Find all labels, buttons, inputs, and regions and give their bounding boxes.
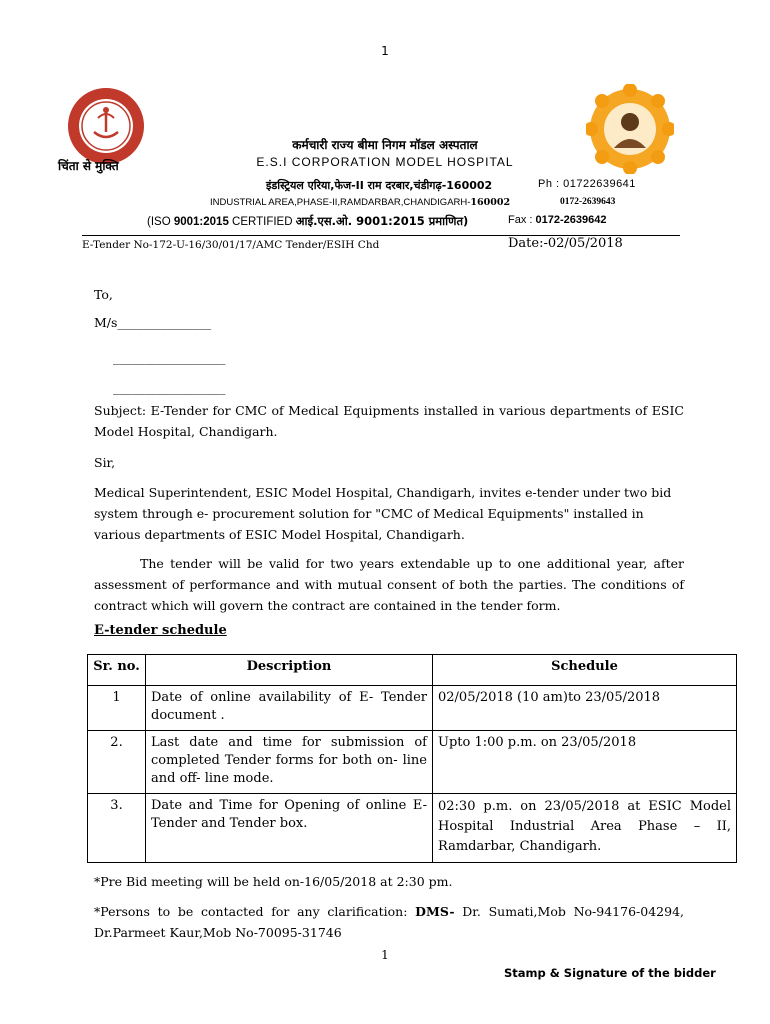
paragraph-validity [94, 553, 684, 616]
page-number-bottom: 1 [381, 948, 389, 962]
letter-date: Date:-02/05/2018 [508, 236, 623, 251]
cell-schedule: 02:30 p.m. on 23/05/2018 at ESIC Model Hospital Industrial Area Phase – II, Ramdarbar, Chandigarh. [433, 794, 737, 863]
letter-subject: Subject: E-Tender for CMC of Medical Equipments installed in various departments of ESIC Model Hospital, Chandigarh. [94, 403, 684, 439]
cell-schedule: 02/05/2018 (10 am)to 23/05/2018 [433, 686, 737, 731]
contacts-prefix: *Persons to be contacted for any clarification: [94, 904, 416, 919]
contact-persons [94, 901, 684, 943]
paragraph-invitation: Medical Superintendent, ESIC Model Hospital, Chandigarh, invites e-tender under two bid system through e- procurement solution for "CMC of Medical Equipments" installed in various departments of ESIC Model Hospital, Chandigarh. [94, 485, 672, 542]
cell-description: Date and Time for Opening of online E-Tender and Tender box. [146, 794, 433, 863]
header-schedule: Schedule [433, 655, 737, 686]
address-pin: 160002 [470, 197, 511, 208]
tender-number: E-Tender No-172-U-16/30/01/17/AMC Tender/ESIH Chd [82, 239, 380, 251]
iso-hindi: आई.एस.ओ. 9001:2015 प्रमाणित) [295, 214, 469, 228]
fax-number [508, 214, 606, 226]
iso-prefix: (ISO [147, 216, 174, 228]
hospital-motto: चिंता से मुक्ति [58, 159, 119, 173]
fax-label: Fax : [508, 214, 536, 226]
fax-value: 0172-2639642 [535, 214, 607, 226]
schedule-title: E-tender schedule [94, 623, 227, 638]
schedule-table [87, 654, 737, 863]
esic-logo-emblem [66, 86, 146, 166]
table-row [88, 686, 737, 731]
address-blank-line-1: __________________ [113, 350, 226, 365]
iso-mid: CERTIFIED [228, 216, 296, 228]
salutation: Sir, [94, 455, 116, 470]
hospital-address-english [210, 197, 510, 208]
cell-description: Date of online availability of E- Tender document . [146, 686, 433, 731]
phone-number: Ph : 01722639641 [538, 178, 636, 190]
table-header-row [88, 655, 737, 686]
header-description: Description [146, 655, 433, 686]
table-row [88, 731, 737, 794]
hospital-name-hindi: कर्मचारी राज्य बीमा निगम मॉडल अस्पताल [292, 138, 478, 152]
cell-description: Last date and time for submission of completed Tender forms for both on- line and off- line mode. [146, 731, 433, 794]
prebid-note: *Pre Bid meeting will be held on-16/05/2018 at 2:30 pm. [94, 874, 453, 889]
hospital-address-hindi: इंडस्ट्रियल एरिया,फेज-II राम दरबार,चंडीगढ़-160002 [266, 179, 493, 192]
address-blank-line-2: __________________ [113, 380, 226, 395]
page-number-top: 1 [381, 44, 389, 58]
addressee-ms: M/s_______________ [94, 315, 212, 330]
header-sr-no: Sr. no. [88, 655, 146, 686]
contacts-names: Dr. Sumati,Mob No-94176-04294, Dr.Parmeet Kaur,Mob No-70095-31746 [94, 904, 684, 940]
iso-code: 9001:2015 [173, 216, 229, 228]
paragraph-validity-text: The tender will be valid for two years extendable up to one additional year, after assessment of performance and with mutual consent of both the parties. The conditions of contract which will govern the contract are contained in the tender form. [94, 556, 684, 613]
address-text: INDUSTRIAL AREA,PHASE-II,RAMDARBAR,CHANDIGARH- [210, 197, 471, 208]
iso-certification [147, 214, 468, 229]
phone-number-2: 0172-2639643 [560, 197, 616, 207]
cell-sr: 3. [88, 794, 146, 863]
cell-sr: 1 [88, 686, 146, 731]
table-row [88, 794, 737, 863]
contacts-dms: DMS- [415, 904, 455, 919]
hospital-name-english: E.S.I CORPORATION MODEL HOSPITAL [256, 155, 514, 169]
cell-schedule: Upto 1:00 p.m. on 23/05/2018 [433, 731, 737, 794]
addressee-to: To, [94, 287, 113, 302]
cell-sr: 2. [88, 731, 146, 794]
stamp-signature-label: Stamp & Signature of the bidder [504, 966, 716, 980]
